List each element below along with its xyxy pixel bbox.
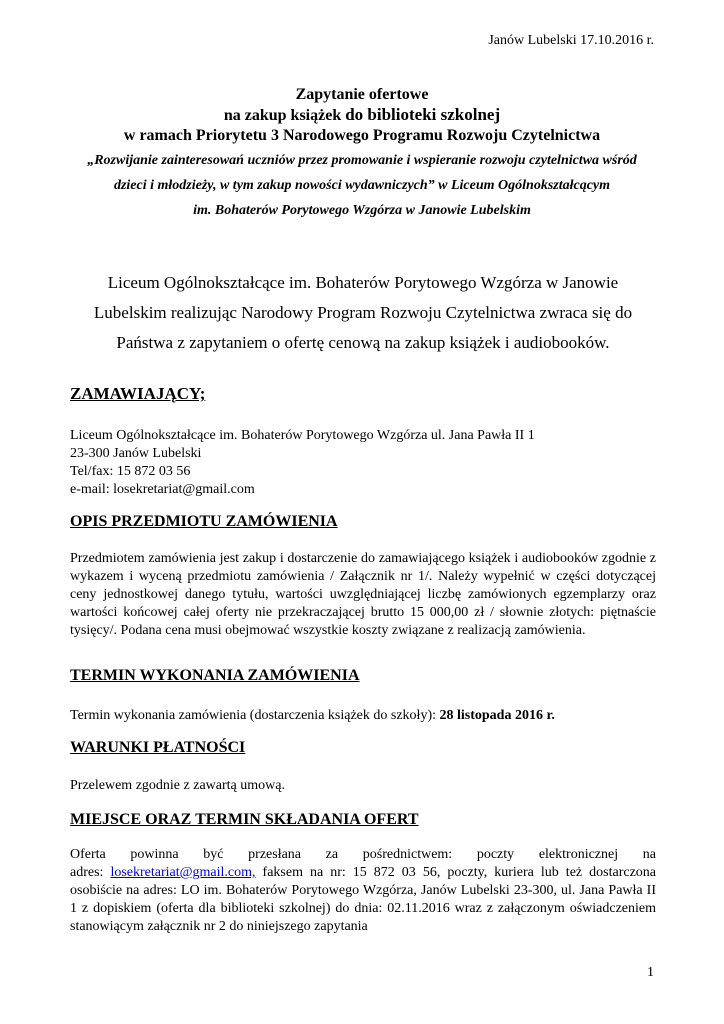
submission-address-prefix: adres: (70, 865, 111, 880)
document-date: Janów Lubelski 17.10.2016 r. (488, 33, 654, 48)
delivery-deadline-label: Termin wykonania zamówienia (dostarczenia książek do szkoły): (70, 708, 440, 723)
intro-line-1: Liceum Ogólnokształcące im. Bohaterów Porytowego Wzgórza w Janowie (107, 273, 619, 292)
title-line-2b: do biblioteki szkolnej (345, 105, 501, 124)
submission-text: faksem na nr: 15 872 03 56, poczty, kuriera lub też dostarczona osobiście na adres: LO im. Bohaterów Porytowego Wzgórza, Janów Lubelski 23-300, ul. Jana Pawła II 1 z dopiskiem (oferta dla biblioteki szkolnej) do dnia: 02.11.2016 wraz z załączonym oświadczeniem stanowiącym załącznik nr 2 do niniejszego zapytania (70, 865, 656, 934)
intro-paragraph (70, 268, 656, 358)
email-link[interactable]: losekretariat@gmail.com, (110, 865, 256, 880)
orderer-phone: Tel/fax: 15 872 03 56 (70, 464, 191, 479)
title-block (0, 85, 724, 223)
submission-body (70, 864, 656, 936)
title-line-2a: na zakup książek (223, 107, 342, 124)
page-number: 1 (647, 965, 654, 980)
section-heading-opis: OPIS PRZEDMIOTU ZAMÓWIENIA (70, 513, 338, 530)
section-heading-warunki: WARUNKI PŁATNOŚCI (70, 739, 246, 756)
orderer-address: Liceum Ogólnokształcące im. Bohaterów Porytowego Wzgórza ul. Jana Pawła II 1 (70, 428, 535, 443)
title-line-2 (0, 105, 724, 126)
delivery-deadline-date: 28 listopada 2016 r. (439, 708, 555, 723)
program-name-line-1: „Rozwijanie zainteresowań uczniów przez promowanie i wspieranie rozwoju czytelnictwa wśród (87, 153, 637, 168)
intro-line-3: Państwa z zapytaniem o ofertę cenową na zakup książek i audiobooków. (116, 333, 610, 352)
submission-details (70, 846, 656, 936)
submission-line-1: Oferta powinna być przesłana za pośrednictwem: poczty elektronicznej na (70, 847, 656, 862)
order-description: Przedmiotem zamówienia jest zakup i dostarczenie do zamawiającego książek i audiobooków zgodnie z wykazem i wyceną przedmiotu zamówienia / Załącznik nr 1/. Należy wypełnić w części dotyczącej ceny jednostkowej danego tytułu, wartości uwzględniającej liczbę zamówionych egzemplarzy oraz wartości końcowej całej oferty nie przekraczającej brutto 15 000,00 zł / słownie złotych: piętnaście tysięcy/. Podana cena musi obejmować wszystkie koszty związane z realizacją zamówienia. (70, 551, 656, 638)
program-name-line-3: im. Bohaterów Porytowego Wzgórza w Janowie Lubelskim (193, 203, 531, 218)
payment-terms: Przelewem zgodnie z zawartą umową. (70, 778, 285, 793)
orderer-email: e-mail: losekretariat@gmail.com (70, 482, 255, 497)
document-title: Zapytanie ofertowe (295, 86, 429, 103)
section-heading-termin: TERMIN WYKONANIA ZAMÓWIENIA (70, 667, 360, 684)
orderer-details (70, 427, 656, 499)
section-heading-miejsce: MIEJSCE ORAZ TERMIN SKŁADANIA OFERT (70, 811, 419, 828)
program-name (0, 148, 724, 223)
delivery-deadline (70, 707, 656, 725)
title-line-3: w ramach Priorytetu 3 Narodowego Programu Rozwoju Czytelnictwa (123, 127, 601, 144)
program-name-line-2: dzieci i młodzieży, w tym zakup nowości wydawniczych” w Liceum Ogólnokształcącym (113, 178, 611, 193)
section-heading-zamawiajacy: ZAMAWIAJĄCY; (70, 384, 206, 403)
intro-line-2: Lubelskim realizując Narodowy Program Rozwoju Czytelnictwa zwraca się do (93, 303, 633, 322)
orderer-city: 23-300 Janów Lubelski (70, 446, 202, 461)
